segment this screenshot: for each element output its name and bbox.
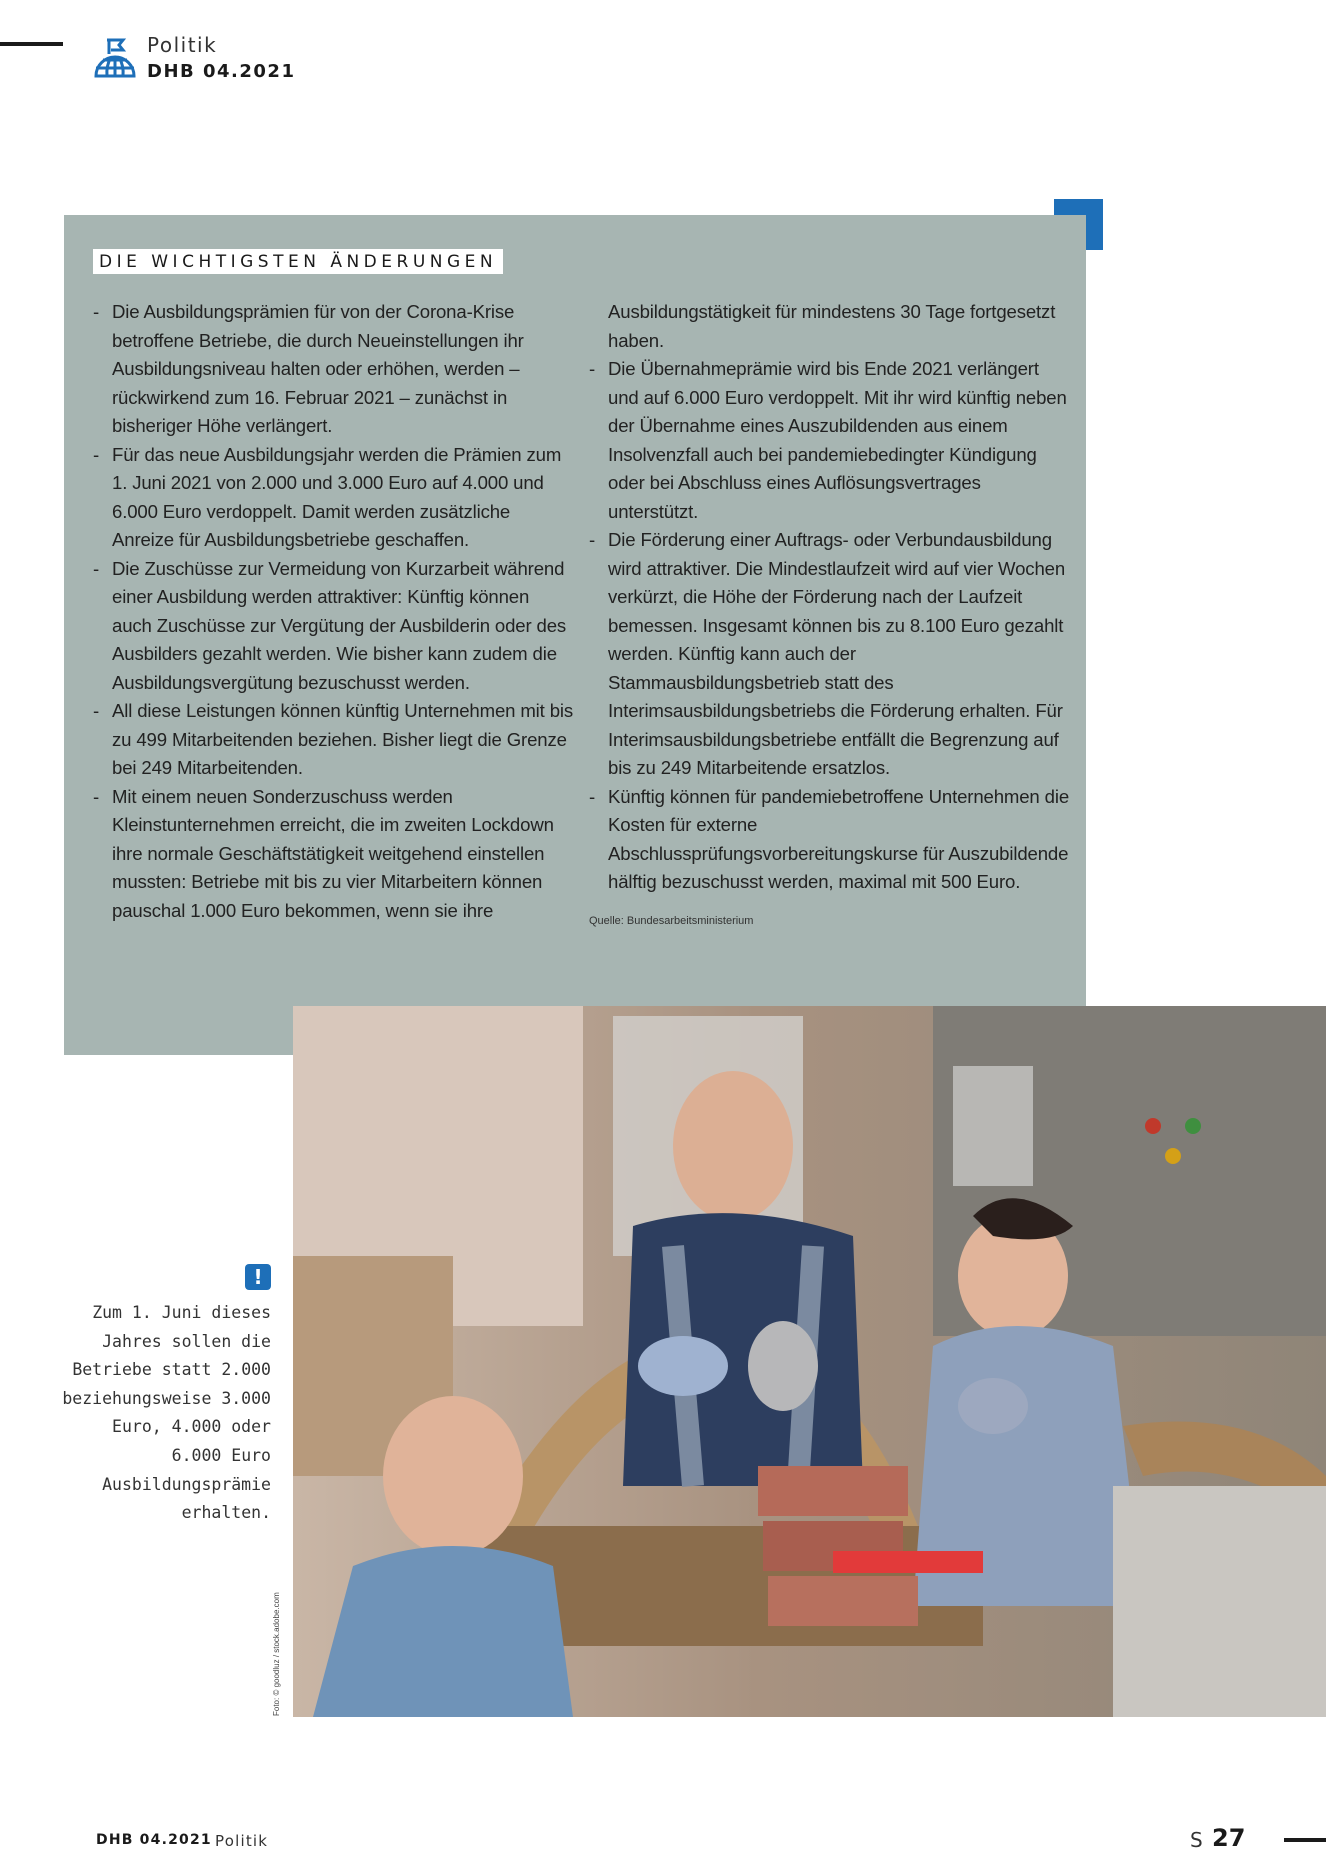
photo-credit: Foto: © goodluz / stock.adobe.com <box>272 1592 281 1716</box>
list-item: - Künftig können für pandemiebetroffene Unternehmen die Kosten für externe Abschlussprüfungsvorbereitungskurse für Auszubildende hälftig bezuschusst werden, maximal mit 500 Euro. <box>589 783 1069 897</box>
box-corner-mask <box>1054 215 1086 250</box>
list-item: - Die Förderung einer Auftrags- oder Verbundausbildung wird attraktiver. Die Mindestlaufzeit wird auf vier Wochen verkürzt, die Höhe der Förderung nach der Laufzeit bemessen. Insgesamt können bis zu 8.100 Euro gezahlt werden. Künftig kann auch der Stammausbildungsbetrieb statt des Interimsausbildungsbetriebs die Förderung erhalten. Für Interimsausbildungsbetriebe entfällt die Begrenzung auf bis zu 249 Mitarbeitende ersatzlos. <box>589 526 1069 783</box>
footer-issue: DHB 04.2021 <box>96 1832 212 1848</box>
list-item: - Die Ausbildungsprämien für von der Corona-Krise betroffene Betriebe, die durch Neueinstellungen ihr Ausbildungsniveau halten oder erhöhen, werden – rückwirkend zum 16. Februar 2021 – zunächst in bisheriger Höhe verlängert. <box>93 298 573 441</box>
list-item: - All diese Leistungen können künftig Unternehmen mit bis zu 499 Mitarbeitenden beziehen. Bisher liegt die Grenze bei 249 Mitarbeitenden. <box>93 697 573 783</box>
info-box-heading: DIE WICHTIGSTEN ÄNDERUNGEN <box>93 249 503 274</box>
info-list-left <box>93 298 573 925</box>
source-note: Quelle: Bundesarbeitsministerium <box>589 915 754 927</box>
list-item: - Für das neue Ausbildungsjahr werden die Prämien zum 1. Juni 2021 von 2.000 und 3.000 Euro auf 4.000 und 6.000 Euro verdoppelt. Damit werden zusätzliche Anreize für Ausbildungsbetriebe geschaffen. <box>93 441 573 555</box>
side-note-text: Zum 1. Juni dieses Jahres sollen die Betriebe statt 2.000 beziehungsweise 3.000 Euro, 4.000 oder 6.000 Euro Ausbildungsprämie erhalten. <box>62 1303 271 1523</box>
page-number: 27 <box>1212 1824 1246 1852</box>
footer-section: Politik <box>215 1832 269 1850</box>
list-item: - Die Zuschüsse zur Vermeidung von Kurzarbeit während einer Ausbildung werden attraktiver: Künftig können auch Zuschüsse zur Vergütung der Ausbilderin oder des Ausbilders gezahlt werden. Wie bisher kann zudem die Ausbildungsvergütung bezuschusst werden. <box>93 555 573 698</box>
header-section: Politik <box>147 33 218 57</box>
list-item-continuation: Ausbildungstätigkeit für mindestens 30 Tage fortgesetzt haben. <box>608 301 1056 351</box>
header-rule <box>0 42 63 46</box>
globe-flag-icon <box>93 36 137 80</box>
list-item: - Die Übernahmeprämie wird bis Ende 2021 verlängert und auf 6.000 Euro verdoppelt. Mit ihr wird künftig neben der Übernahme eines Auszubildenden aus einem Insolvenzfall auch bei pandemiebedingter Kündigung oder bei Abschluss eines Auflösungsvertrages unterstützt. <box>589 355 1069 526</box>
footer-rule <box>1284 1838 1326 1842</box>
page-prefix: S <box>1190 1828 1203 1852</box>
list-item: - Mit einem neuen Sonderzuschuss werden Kleinstunternehmen erreicht, die im zweiten Lockdown ihre normale Geschäftstätigkeit weitgehend einstellen mussten: Betriebe mit bis zu vier Mitarbeitern können pauschal 1.000 Euro bekommen, wenn sie ihre <box>93 783 573 926</box>
info-list-right <box>589 298 1069 897</box>
exclamation-icon: ! <box>245 1264 271 1290</box>
header-issue: DHB 04.2021 <box>147 61 296 82</box>
workshop-photo <box>293 1006 1326 1717</box>
